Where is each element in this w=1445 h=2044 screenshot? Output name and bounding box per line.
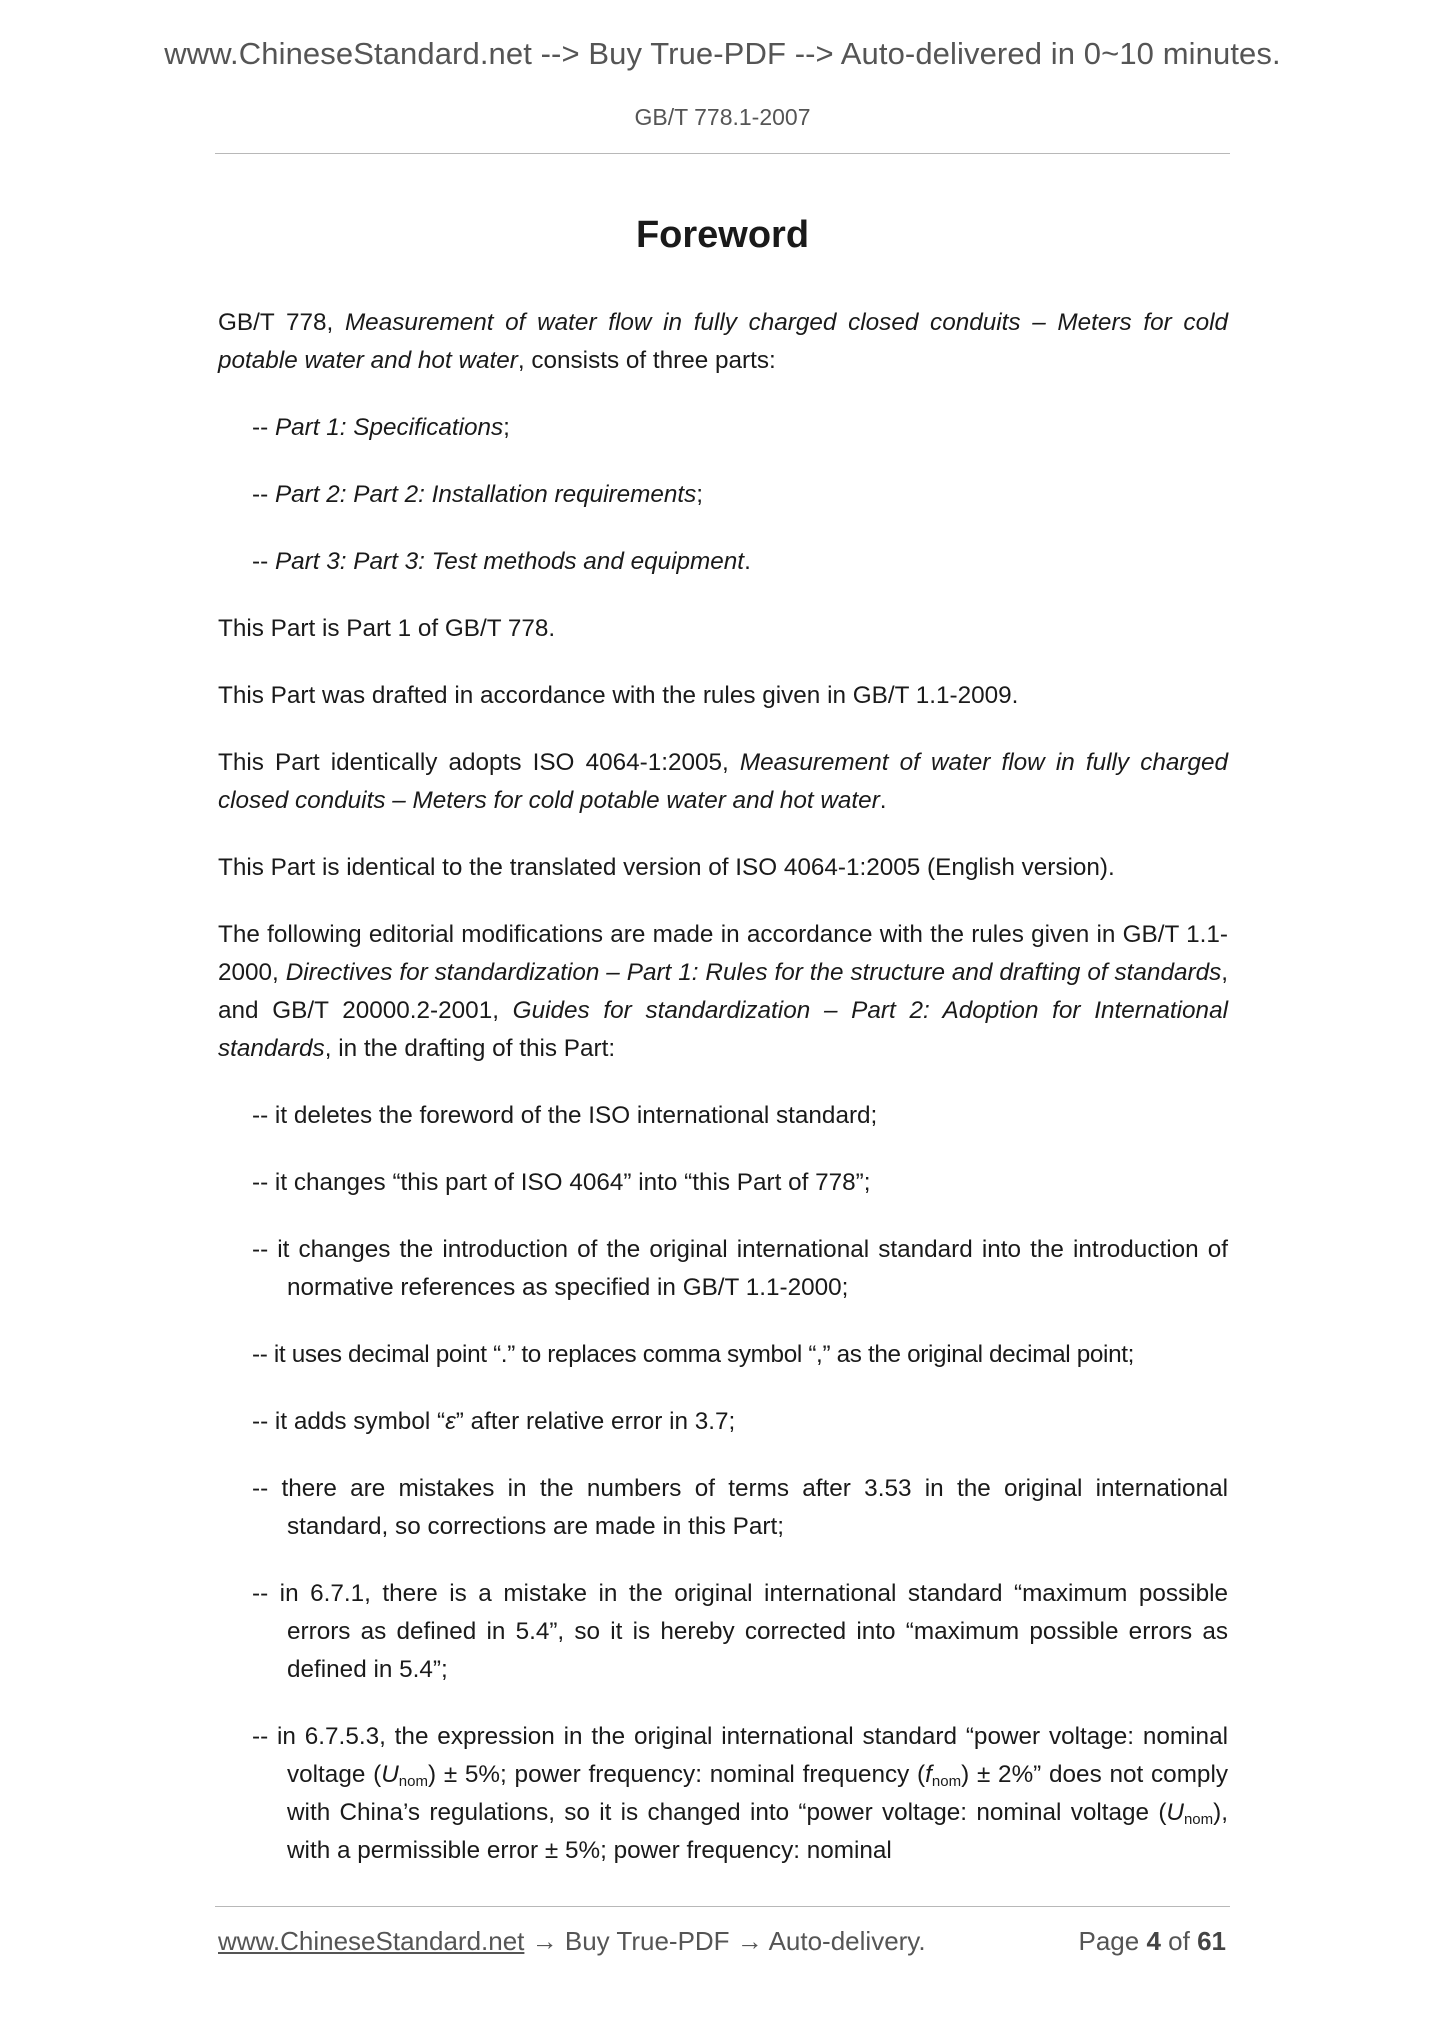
subscript-text: nom xyxy=(931,1773,962,1790)
italic-text: Part 1: Specifications xyxy=(274,414,504,441)
italic-text: Guides for standardization – Part 2: Adoption for International standards xyxy=(218,997,1228,1062)
text-run: , in the drafting of this Part: xyxy=(324,1035,616,1062)
italic-text: Directives for standardization – Part 1: Rules for the structure and drafting of standards xyxy=(285,959,1222,986)
text-run: This Part is Part 1 of GB/T 778. xyxy=(218,615,556,642)
text-run: . xyxy=(879,787,887,814)
page-current: 4 xyxy=(1146,1926,1161,1956)
list-item xyxy=(218,409,1228,447)
paragraph xyxy=(218,744,1228,820)
text-run: The following editorial modifications are made in accordance with the rules given in GB/T 1.1-2000, xyxy=(218,921,1228,986)
text-run: -- it changes “this part of ISO 4064” into “this Part of 778”; xyxy=(252,1169,871,1196)
italic-text: Measurement of water flow in fully charged closed conduits – Meters for cold potable water and hot water xyxy=(218,749,1228,814)
footer-site-link[interactable]: www.ChineseStandard.net xyxy=(218,1926,525,1956)
page-of: of xyxy=(1168,1926,1190,1956)
text-run: -- xyxy=(252,414,275,441)
page-label: Page xyxy=(1078,1926,1140,1956)
text-run: -- there are mistakes in the numbers of terms after 3.53 in the original international standard, so corrections are made in this Part; xyxy=(252,1475,1228,1540)
header-divider xyxy=(215,153,1230,154)
list-item xyxy=(218,1231,1228,1307)
document-number: GB/T 778.1-2007 xyxy=(634,104,811,130)
italic-text: Part 3: Part 3: Test methods and equipment xyxy=(274,548,745,575)
subscript-text: nom xyxy=(398,1773,428,1790)
paragraph xyxy=(218,677,1228,715)
text-run: -- it changes the introduction of the original international standard into the introduction of normative references as specified in GB/T 1.1-2000; xyxy=(252,1236,1228,1301)
text-run: , and GB/T 20000.2-2001, xyxy=(218,959,1228,1024)
promo-banner: www.ChineseStandard.net --> Buy True-PDF --> Auto-delivered in 0~10 minutes. xyxy=(164,36,1281,71)
foreword-body xyxy=(218,304,1228,1899)
text-run: -- it adds symbol “ xyxy=(252,1408,446,1435)
list-item xyxy=(218,476,1228,514)
paragraph xyxy=(218,849,1228,887)
page-title: Foreword xyxy=(635,214,810,256)
paragraph xyxy=(218,610,1228,648)
italic-text: U xyxy=(381,1761,399,1788)
list-item xyxy=(218,1336,1238,1374)
text-run: ) ± 5%; power frequency: nominal frequency ( xyxy=(427,1761,926,1788)
list-item xyxy=(218,1470,1228,1546)
paragraph xyxy=(218,304,1228,380)
paragraph xyxy=(218,916,1228,1068)
text-run: , consists of three parts: xyxy=(517,347,776,374)
text-run: -- it deletes the foreword of the ISO international standard; xyxy=(252,1102,878,1129)
text-run: ) ± 2%” does not comply with China’s regulations, so it is changed into “power voltage: nominal voltage ( xyxy=(287,1761,1228,1826)
text-run: -- it uses decimal point “.” to replaces comma symbol “,” as the original decimal point; xyxy=(252,1341,1135,1368)
text-run: -- in 6.7.5.3, the expression in the original international standard “power voltage: nominal voltage ( xyxy=(252,1723,1228,1788)
text-run: This Part is identical to the translated version of ISO 4064-1:2005 (English version). xyxy=(218,854,1115,881)
italic-text: Part 2: Part 2: Installation requirements xyxy=(274,481,697,508)
footer-tagline: → Buy True-PDF → Auto-delivery. xyxy=(524,1926,926,1956)
list-item xyxy=(218,1575,1228,1689)
page-footer xyxy=(218,1926,1226,1962)
italic-text: Measurement of water flow in fully charged closed conduits – Meters for cold potable water and hot water xyxy=(218,309,1228,374)
text-run: This Part was drafted in accordance with the rules given in GB/T 1.1-2009. xyxy=(218,682,1019,709)
text-run: This Part identically adopts ISO 4064-1:2005, xyxy=(218,749,740,776)
text-run: ; xyxy=(696,481,704,508)
subscript-text: nom xyxy=(1183,1811,1214,1828)
list-item xyxy=(218,1718,1228,1870)
text-run: -- xyxy=(252,481,275,508)
text-run: ), with a permissible error ± 5%; power frequency: nominal xyxy=(287,1799,1228,1864)
text-run: -- in 6.7.1, there is a mistake in the original international standard “maximum possible errors as defined in 5.4”, so it is hereby corrected into “maximum possible errors as defined in 5.4”; xyxy=(252,1580,1228,1683)
list-item xyxy=(218,1097,1228,1135)
italic-text: f xyxy=(925,1761,932,1788)
page-total: 61 xyxy=(1197,1926,1226,1956)
text-run: GB/T 778, xyxy=(218,309,345,336)
text-run: ; xyxy=(503,414,510,441)
text-run: . xyxy=(744,548,751,575)
italic-text: ε xyxy=(445,1408,456,1435)
list-item xyxy=(218,543,1228,581)
text-run: -- xyxy=(252,548,275,575)
italic-text: U xyxy=(1166,1799,1184,1826)
page-indicator xyxy=(1078,1926,1226,1957)
footer-divider xyxy=(215,1906,1230,1907)
list-item xyxy=(218,1164,1228,1202)
text-run: ” after relative error in 3.7; xyxy=(455,1408,736,1435)
list-item xyxy=(218,1403,1228,1441)
